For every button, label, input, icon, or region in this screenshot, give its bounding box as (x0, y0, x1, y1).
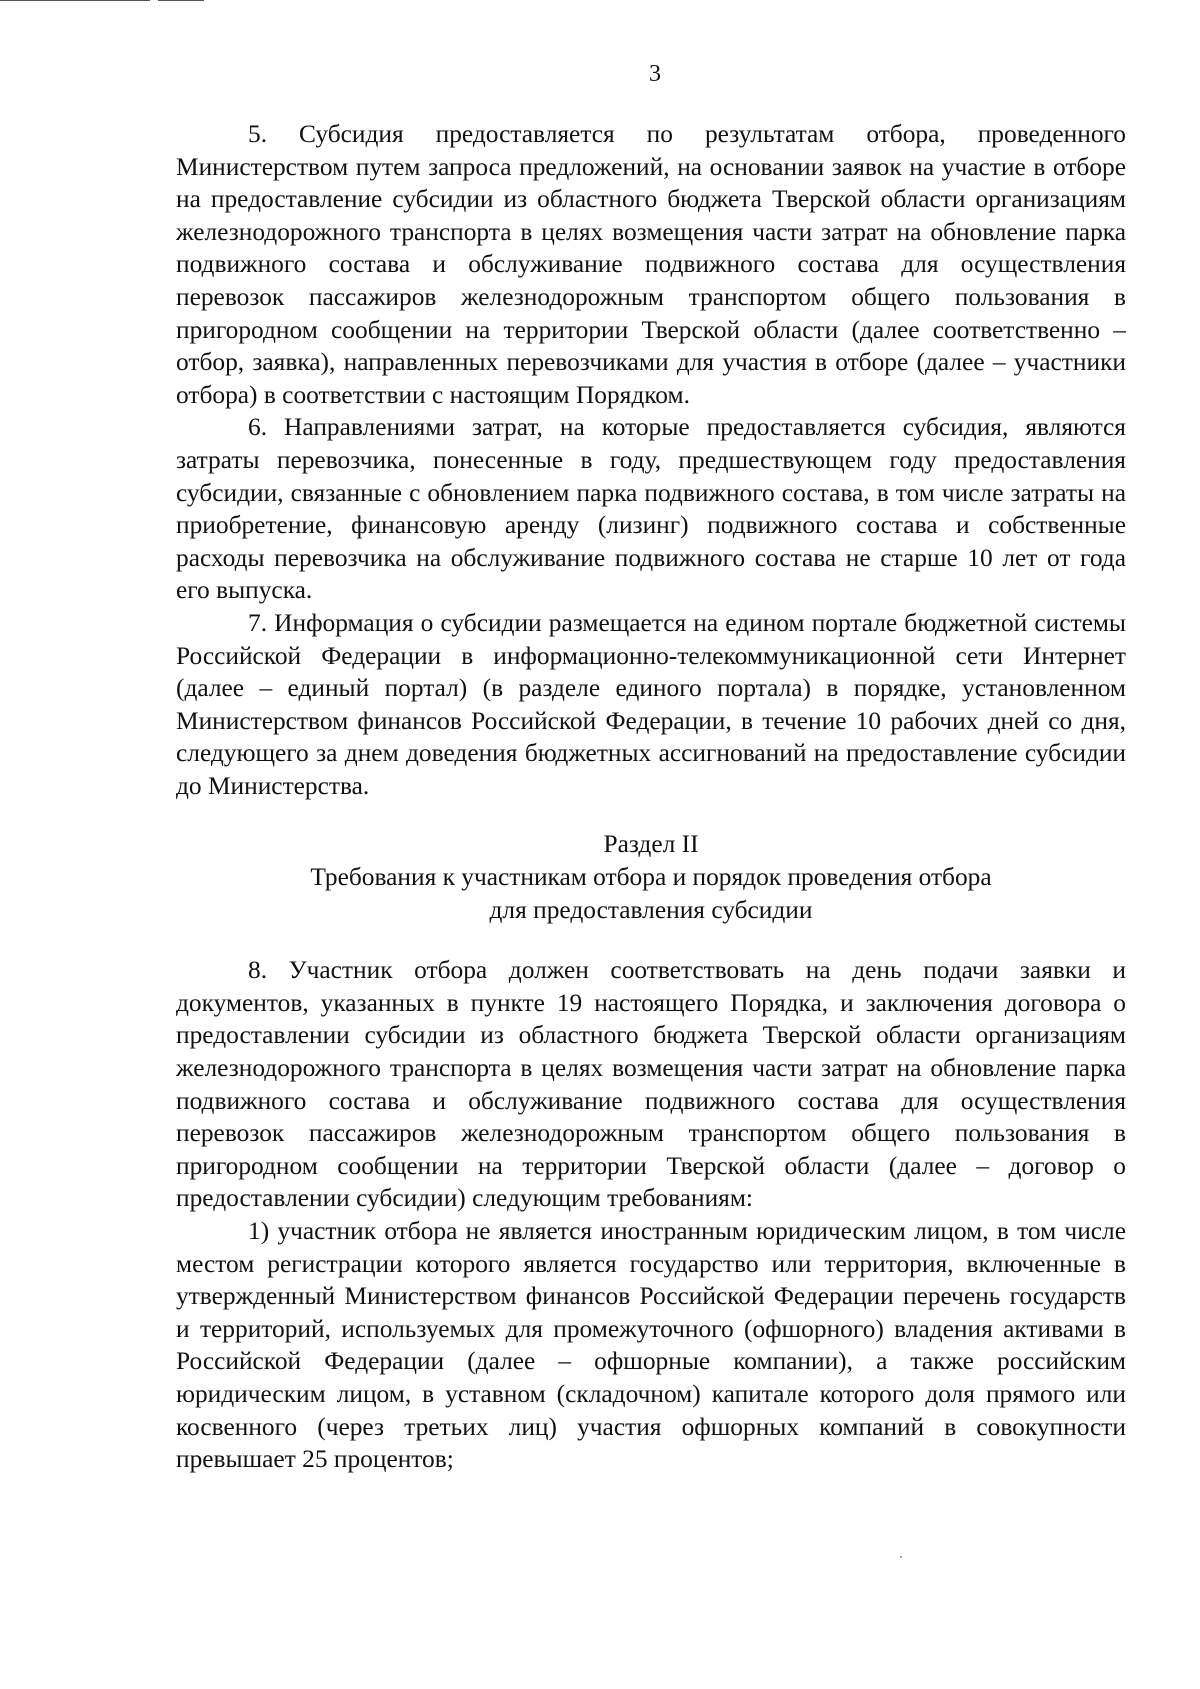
section-title-line-2: для предоставления субсидии (489, 895, 813, 924)
section-label: Раздел II (603, 830, 699, 859)
paragraph-8: 8. Участник отбора должен соответствовать на день подачи заявки и документов, указанных в пункте 19 настоящего Порядка, и заключения договора о предоставлении субсидии из областного бюджета Тверской области организациям железнодорожного транспорта в целях возмещения части затрат на обновление парка подвижного состава и обслуживание подвижного состава для осуществления перевозок пассажиров железнодорожным транспортом общего пользования в пригородном сообщении на территории Тверской области (далее – договор о предоставлении субсидии) следующим требованиям: (176, 956, 1126, 1213)
scan-speck (900, 1556, 902, 1558)
page-number: 3 (649, 61, 661, 87)
section-title-line-1: Требования к участникам отбора и порядок проведения отбора (310, 863, 992, 892)
scan-edge-line (0, 0, 150, 1)
paragraph-7: 7. Информация о субсидии размещается на едином портале бюджетной системы Российской Федерации в информационно-телекоммуникационной сети Интернет (далее – единый портал) (в разделе единого портала) в порядке, установленном Министерством финансов Российской Федерации, в течение 10 рабочих дней со дня, следующего за днем доведения бюджетных ассигнований на предоставление субсидии до Министерства. (176, 608, 1126, 800)
paragraph-8-item-1: 1) участник отбора не является иностранным юридическим лицом, в том числе местом регистрации которого является государство или территория, включенные в утвержденный Министерством финансов Российской Федерации перечень государств и территорий, используемых для промежуточного (офшорного) владения активами в Российской Федерации (далее – офшорные компании), а также российским юридическим лицом, в уставном (складочном) капитале которого доля прямого или косвенного (через третьих лиц) участия офшорных компаний в совокупности превышает 25 процентов; (176, 1217, 1126, 1474)
scan-edge-line (158, 0, 204, 1)
document-body (176, 118, 1126, 1476)
section-heading (176, 828, 1126, 926)
paragraph-6: 6. Направлениями затрат, на которые предоставляется субсидия, являются затраты перевозчика, понесенные в году, предшествующем году предоставления субсидии, связанные с обновлением парка подвижного состава, в том числе затраты на приобретение, финансовую аренду (лизинг) подвижного состава и собственные расходы перевозчика на обслуживание подвижного состава не старше 10 лет от года его выпуска. (176, 413, 1126, 605)
paragraph-5: 5. Субсидия предоставляется по результатам отбора, проведенного Министерством путем запроса предложений, на основании заявок на участие в отборе на предоставление субсидии из областного бюджета Тверской области организациям железнодорожного транспорта в целях возмещения части затрат на обновление парка подвижного состава и обслуживание подвижного состава для осуществления перевозок пассажиров железнодорожным транспортом общего пользования в пригородном сообщении на территории Тверской области (далее соответственно – отбор, заявка), направленных перевозчиками для участия в отборе (далее – участники отбора) в соответствии с настоящим Порядком. (176, 120, 1126, 409)
